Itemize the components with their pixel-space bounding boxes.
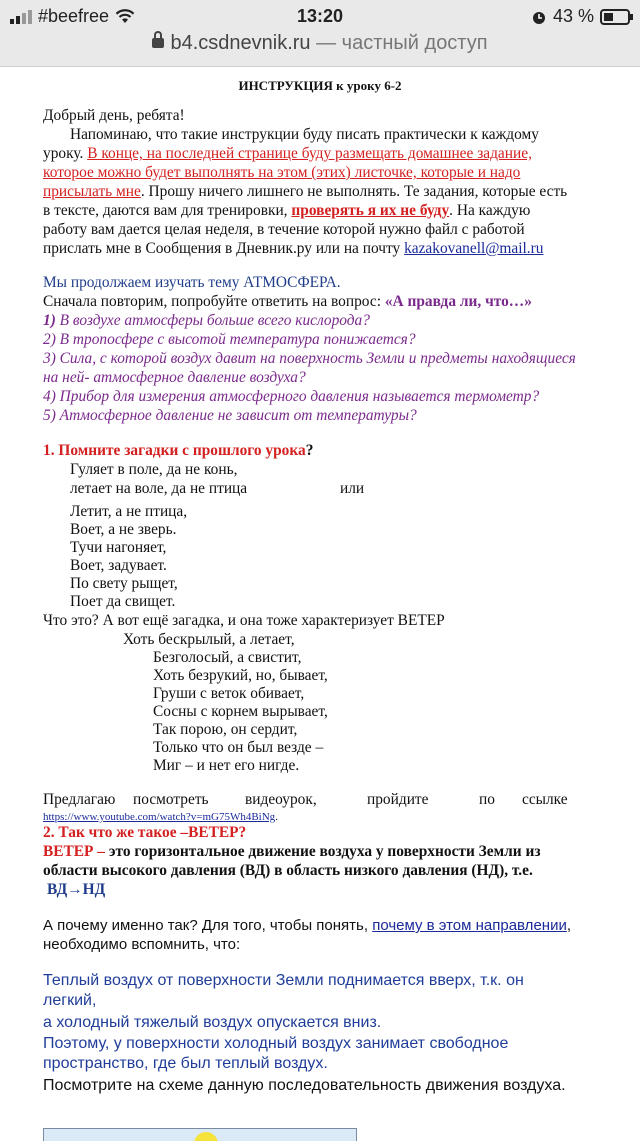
riddle-line: Гуляет в поле, да не конь, xyxy=(70,461,238,478)
riddle-line: По свету рыщет, xyxy=(70,575,178,592)
why-line: А почему именно так? Для того, чтобы понять, почему в этом направлении, xyxy=(43,917,571,934)
video-word: посмотреть xyxy=(133,791,209,808)
question-3: 3) Сила, с которой воздух давит на поверхность Земли и предметы находящиеся xyxy=(43,350,576,367)
question-4: 4) Прибор для измерения атмосферного давления называется термометр? xyxy=(43,388,540,405)
explain-line: Теплый воздух от поверхности Земли поднимается вверх, т.к. он xyxy=(43,972,524,989)
riddle-line: Хоть бескрылый, а летает, xyxy=(123,631,295,648)
riddle-line: Безголосый, а свистит, xyxy=(153,649,302,666)
page-title: ИНСТРУКЦИЯ к уроку 6-2 xyxy=(238,78,402,93)
intro-line: присылать мне. Прошу ничего лишнего не выполнять. Те задания, которые есть xyxy=(43,183,568,200)
direction-link[interactable]: почему в этом направлении xyxy=(372,917,567,934)
explain-line: а холодный тяжелый воздух опускается вниз. xyxy=(43,1014,382,1031)
video-link-line: https://www.youtube.com/watch?v=mG75Wh4BiNg. xyxy=(43,811,278,823)
wind-definition: ВЕТЕР – это горизонтальное движение воздуха у поверхности Земли из xyxy=(43,843,541,860)
alarm-icon xyxy=(531,9,547,25)
topic-line: Мы продолжаем изучать тему АТМОСФЕРА. xyxy=(43,274,341,291)
address-bar[interactable] xyxy=(0,32,640,55)
question-1: 1) В воздухе атмосферы больше всего кислорода? xyxy=(43,312,370,329)
riddle-intro: Что это? А вот ещё загадка, и она тоже характеризует ВЕТЕР xyxy=(43,612,445,629)
riddle-line: Только что он был везде – xyxy=(153,739,324,756)
explain-line: Посмотрите на схеме данную последовательность движения воздуха. xyxy=(43,1077,566,1094)
pressure-arrow: ВД→НД xyxy=(47,881,106,898)
riddle-line: Сосны с корнем вырывает, xyxy=(153,703,328,720)
riddle-line: Воет, а не зверь. xyxy=(70,521,177,538)
url-domain: b4.csdnevnik.ru xyxy=(170,32,311,54)
intro-line: которое можно будет выполнять на этом (этих) листочке, которые и надо xyxy=(43,164,521,181)
intro-line: Напоминаю, что такие инструкции буду писать практически к каждому xyxy=(70,126,539,143)
lock-icon xyxy=(152,38,164,48)
question-3-cont: на ней- атмосферное давление воздуха? xyxy=(43,369,306,386)
question-intro: Сначала повторим, попробуйте ответить на вопрос: «А правда ли, что…» xyxy=(43,293,532,310)
explain-line: легкий, xyxy=(43,992,97,1009)
question-5: 5) Атмосферное давление не зависит от температуры? xyxy=(43,407,417,424)
clock: 13:20 xyxy=(296,6,344,26)
battery-percent: 43 % xyxy=(552,6,594,26)
greeting: Добрый день, ребята! xyxy=(43,107,185,124)
or-word: или xyxy=(340,480,365,497)
intro-line: уроку. В конце, на последней странице буду размещать домашнее задание, xyxy=(43,145,532,162)
explain-line: пространство, где был теплый воздух. xyxy=(43,1055,328,1072)
intro-line: работу вам дается целая неделя, в течение которой нужно файл с работой xyxy=(43,221,525,238)
riddle-line: Груши с веток обивает, xyxy=(153,685,305,702)
browser-chrome xyxy=(0,0,640,67)
section-1-heading: 1. Помните загадки с прошлого урока? xyxy=(43,442,314,459)
document-page xyxy=(0,66,640,1136)
sun-icon xyxy=(194,1132,218,1141)
riddle-line: Летит, а не птица, xyxy=(70,503,188,520)
video-link[interactable]: https://www.youtube.com/watch?v=mG75Wh4BiNg xyxy=(43,811,276,823)
riddle-line: Тучи нагоняет, xyxy=(70,539,167,556)
riddle-line: летает на воле, да не птица xyxy=(70,480,248,497)
video-word: видеоурок, xyxy=(245,791,317,808)
status-bar xyxy=(0,4,640,30)
video-word: ссылке xyxy=(522,791,568,808)
video-word: Предлагаю xyxy=(43,791,116,808)
carrier-name: #beefree xyxy=(38,6,110,26)
riddle-line: Воет, задувает. xyxy=(70,557,167,574)
riddle-line: Поет да свищет. xyxy=(70,593,176,610)
air-movement-diagram xyxy=(43,1128,357,1141)
video-word: по xyxy=(479,791,495,808)
question-2: 2) В тропосфере с высотой температура понижается? xyxy=(43,331,416,348)
intro-line: прислать мне в Сообщения в Дневник.ру или на почту kazakovanell@mail.ru xyxy=(43,240,544,257)
section-2-heading: 2. Так что же такое –ВЕТЕР? xyxy=(43,824,247,841)
battery-icon xyxy=(600,9,630,25)
why-line: необходимо вспомнить, что: xyxy=(43,936,241,953)
riddle-line: Хоть безрукий, но, бывает, xyxy=(153,667,328,684)
wind-definition-cont: области высокого давления (ВД) в область низкого давления (НД), т.е. xyxy=(43,862,533,879)
email-link[interactable]: kazakovanell@mail.ru xyxy=(404,240,544,257)
url-suffix: — частный доступ xyxy=(316,32,488,54)
video-word: пройдите xyxy=(367,791,429,808)
riddle-line: Миг – и нет его нигде. xyxy=(153,757,300,774)
riddle-line: Так порою, он сердит, xyxy=(153,721,298,738)
intro-line: в тексте, даются вам для тренировки, проверять я их не буду. На каждую xyxy=(43,202,531,219)
explain-line: Поэтому, у поверхности холодный воздух занимает свободное xyxy=(43,1035,509,1052)
